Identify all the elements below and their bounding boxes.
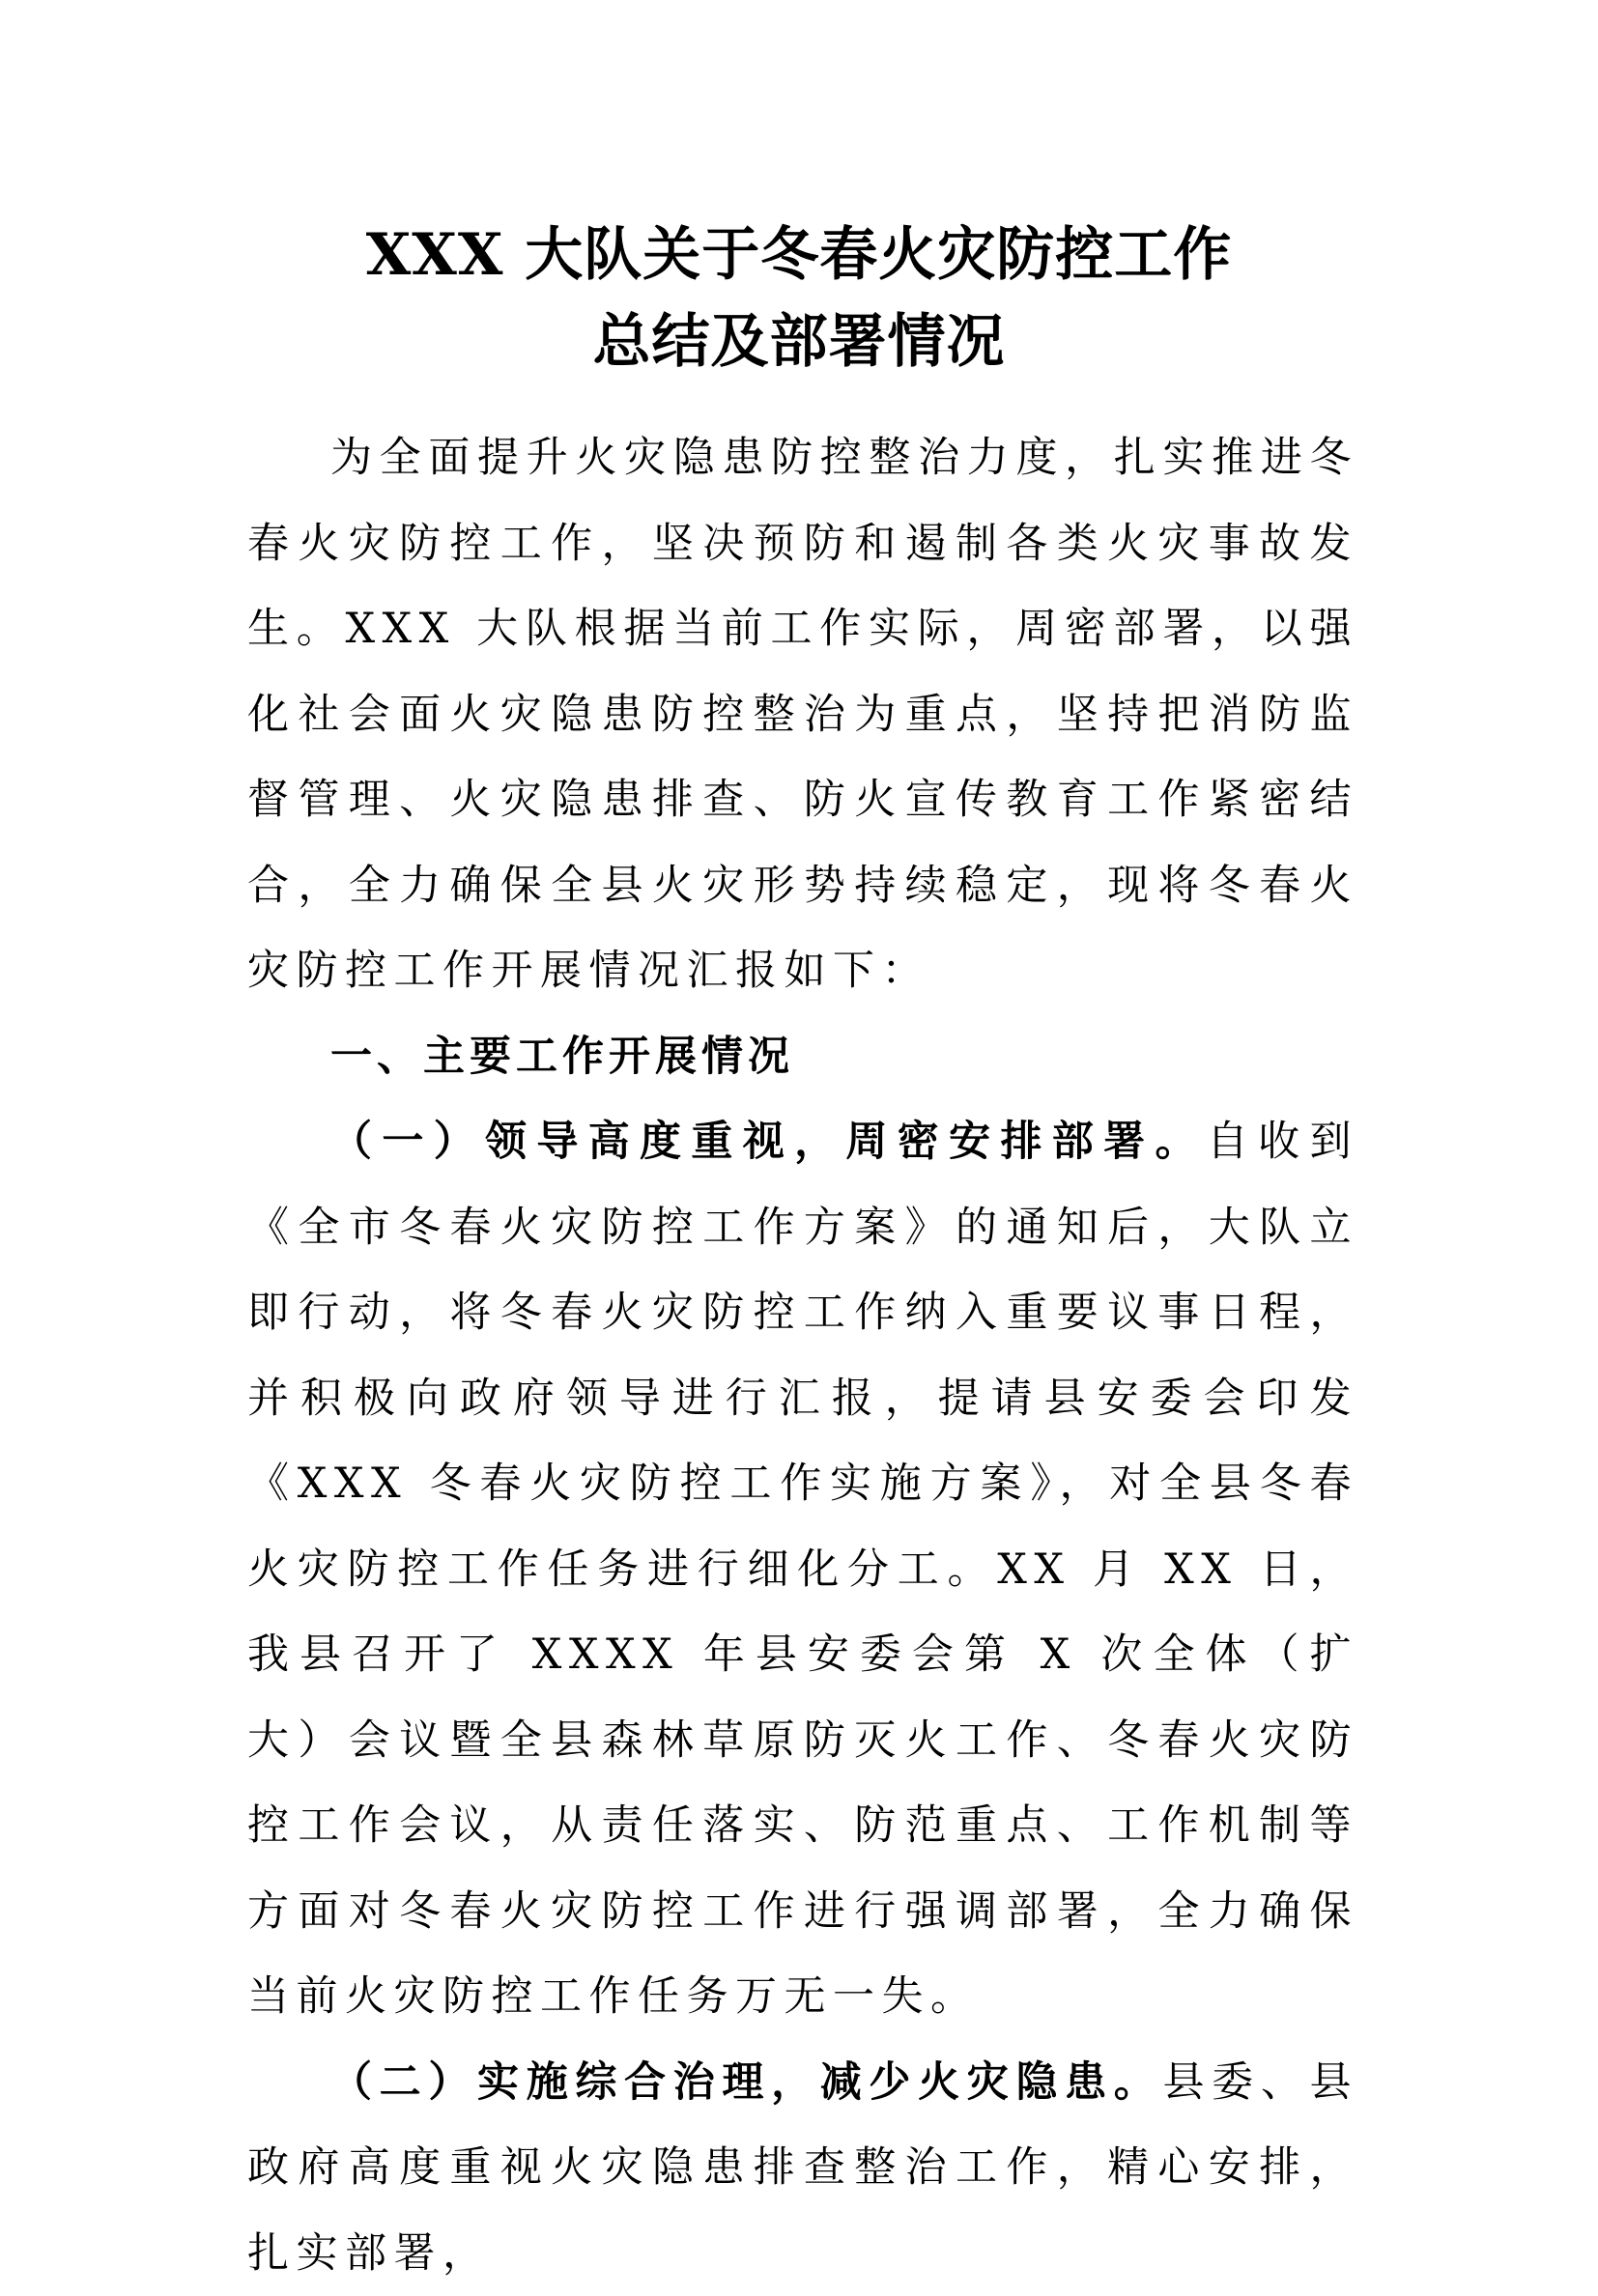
intro-paragraph: 为全面提升火灾隐患防控整治力度，扎实推进冬春火灾防控工作，坚决预防和遏制各类火灾事故发生。XXX 大队根据当前工作实际，周密部署，以强化社会面火灾隐患防控整治为重点，坚持把消防监督管理、火灾隐患排查、防火宣传教育工作紧密结合，全力确保全县火灾形势持续稳定，现将冬春火灾防控工作开展情况汇报如下： — [247, 415, 1358, 1014]
subsection-1-paragraph — [247, 1099, 1358, 2040]
subsection-1-title: （一）领导高度重视，周密安排部署。 — [330, 1118, 1207, 1166]
subsection-2-title: （二）实施综合治理，减少火灾隐患。 — [330, 2058, 1162, 2107]
subsection-2-paragraph — [247, 2040, 1358, 2296]
section-1-heading: 一、主要工作开展情况 — [247, 1014, 1358, 1100]
document-title-line-2: 总结及部署情况 — [0, 307, 1598, 377]
subsection-2-body: 县委、县政府高度重视火灾隐患排查整治工作，精心安排，扎实部署， — [247, 2058, 1358, 2278]
document-body — [247, 415, 1358, 2296]
subsection-1-body: 自收到《全市冬春火灾防控工作方案》的通知后，大队立即行动，将冬春火灾防控工作纳入重要议事日程，并积极向政府领导进行汇报，提请县安委会印发《XXX 冬春火灾防控工作实施方案》，对全县冬春火灾防控工作任务进行细化分工。XX 月 XX 日，我县召开了 XXXX 年县安委会第 X 次全体（扩大）会议暨全县森林草原防灭火工作、冬春火灾防控工作会议，从责任落实、防范重点、工作机制等方面对冬春火灾防控工作进行强调部署，全力确保当前火灾防控工作任务万无一失。 — [247, 1118, 1358, 2021]
document-title-line-1: XXX 大队关于冬春火灾防控工作 — [0, 220, 1598, 290]
